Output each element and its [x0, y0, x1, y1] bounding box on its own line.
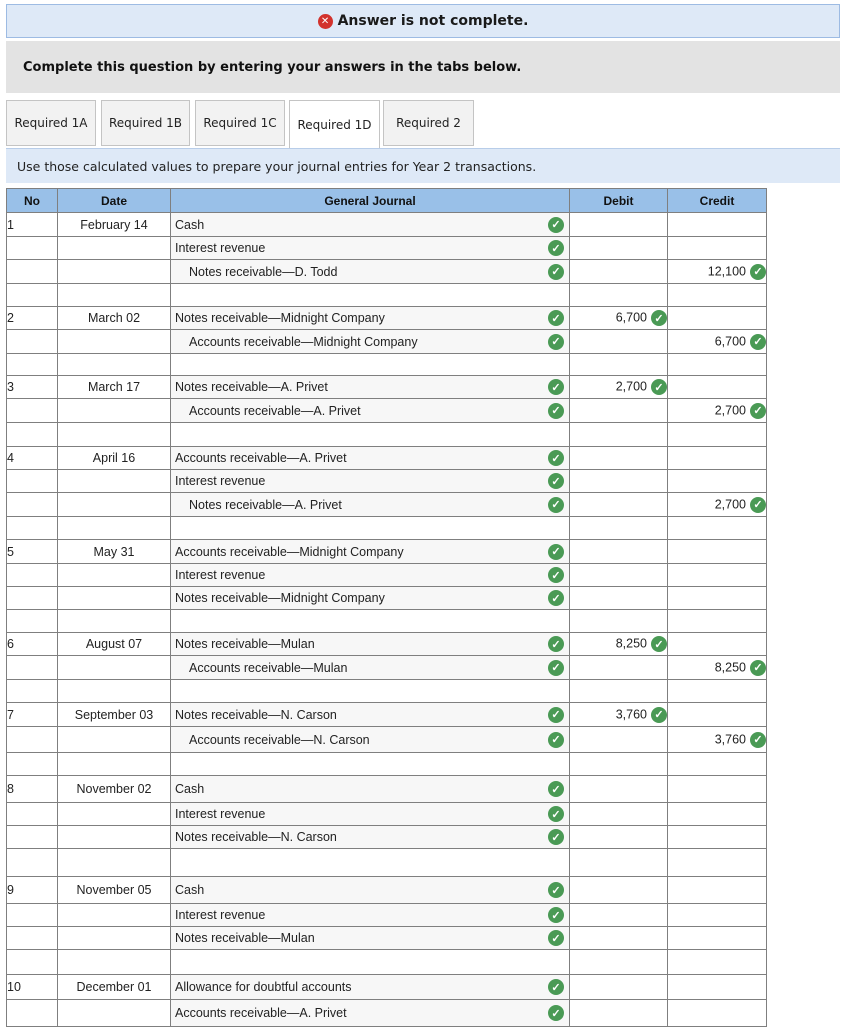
account-name: Accounts receivable—Mulan [189, 660, 348, 675]
account-cell[interactable] [171, 470, 570, 493]
account-name: Interest revenue [175, 908, 266, 922]
entry-number-cell: 5 [7, 540, 58, 564]
entry-number-cell [7, 470, 58, 493]
debit-amount: 8,250 [615, 636, 647, 651]
journal-line-row [7, 803, 767, 826]
date-cell[interactable] [58, 260, 171, 284]
debit-amount: 2,700 [615, 379, 647, 394]
credit-cell[interactable] [668, 975, 767, 1000]
debit-cell[interactable] [570, 727, 668, 753]
empty-cell [58, 680, 171, 703]
empty-cell [668, 753, 767, 776]
correct-check-icon: ✓ [750, 660, 766, 676]
date-cell[interactable]: February 14 [58, 213, 171, 237]
account-name: Notes receivable—Midnight Company [175, 591, 385, 605]
account-cell[interactable] [171, 376, 570, 399]
correct-check-icon: ✓ [548, 930, 564, 946]
empty-cell [171, 423, 570, 447]
empty-cell [668, 517, 767, 540]
date-cell[interactable] [58, 399, 171, 423]
credit-cell[interactable] [668, 399, 767, 423]
credit-cell[interactable] [668, 587, 767, 610]
empty-cell [171, 849, 570, 877]
debit-cell[interactable] [570, 260, 668, 284]
debit-cell[interactable] [570, 1000, 668, 1027]
entry-number-cell [7, 399, 58, 423]
blank-separator-row [7, 517, 767, 540]
debit-cell[interactable] [570, 470, 668, 493]
debit-cell[interactable] [570, 975, 668, 1000]
empty-cell [570, 354, 668, 376]
correct-check-icon: ✓ [548, 907, 564, 923]
date-cell[interactable] [58, 470, 171, 493]
credit-cell[interactable] [668, 703, 767, 727]
credit-cell[interactable] [668, 237, 767, 260]
entry-number-cell [7, 330, 58, 354]
answer-status-text: Answer is not complete. [337, 13, 529, 29]
debit-cell[interactable] [570, 877, 668, 904]
answer-status-banner [6, 4, 840, 38]
journal-line-row [7, 330, 767, 354]
tab-required-1b[interactable]: Required 1B [101, 100, 190, 146]
account-cell[interactable] [171, 633, 570, 656]
table-header-row [7, 189, 767, 213]
correct-check-icon: ✓ [548, 473, 564, 489]
tab-instruction-note: Use those calculated values to prepare your journal entries for Year 2 transactions. [6, 148, 840, 183]
credit-cell[interactable] [668, 1000, 767, 1027]
correct-check-icon: ✓ [651, 310, 667, 326]
correct-check-icon: ✓ [548, 567, 564, 583]
journal-line-row [7, 237, 767, 260]
entry-number-cell: 10 [7, 975, 58, 1000]
account-cell[interactable] [171, 564, 570, 587]
account-name: Accounts receivable—A. Privet [189, 403, 361, 418]
empty-cell [171, 680, 570, 703]
date-cell[interactable]: September 03 [58, 703, 171, 727]
empty-cell [570, 950, 668, 975]
entry-number-cell: 3 [7, 376, 58, 399]
blank-separator-row [7, 354, 767, 376]
account-cell[interactable] [171, 307, 570, 330]
entry-number-cell: 4 [7, 447, 58, 470]
debit-cell[interactable] [570, 803, 668, 826]
debit-cell[interactable] [570, 399, 668, 423]
correct-check-icon: ✓ [548, 240, 564, 256]
date-cell[interactable]: May 31 [58, 540, 171, 564]
account-name: Notes receivable—N. Carson [175, 707, 337, 722]
account-cell[interactable] [171, 975, 570, 1000]
correct-check-icon: ✓ [750, 403, 766, 419]
date-cell[interactable]: August 07 [58, 633, 171, 656]
tab-required-1d[interactable]: Required 1D [289, 100, 380, 149]
journal-line-row [7, 564, 767, 587]
credit-cell[interactable] [668, 776, 767, 803]
journal-line-row [7, 975, 767, 1000]
journal-line-row [7, 826, 767, 849]
debit-cell[interactable] [570, 447, 668, 470]
entry-number-cell [7, 587, 58, 610]
credit-cell[interactable] [668, 904, 767, 927]
empty-cell [668, 950, 767, 975]
entry-number-cell: 1 [7, 213, 58, 237]
correct-check-icon: ✓ [651, 707, 667, 723]
debit-cell[interactable] [570, 703, 668, 727]
entry-number-cell [7, 727, 58, 753]
blank-separator-row [7, 849, 767, 877]
credit-cell[interactable] [668, 213, 767, 237]
account-name: Notes receivable—Mulan [175, 637, 315, 651]
journal-line-row [7, 776, 767, 803]
correct-check-icon: ✓ [548, 450, 564, 466]
account-name: Interest revenue [175, 568, 266, 582]
blank-separator-row [7, 950, 767, 975]
correct-check-icon: ✓ [548, 1005, 564, 1021]
debit-cell[interactable] [570, 213, 668, 237]
empty-cell [668, 849, 767, 877]
debit-amount: 3,760 [615, 706, 647, 721]
account-name: Accounts receivable—Midnight Company [175, 544, 404, 559]
account-name: Interest revenue [175, 807, 266, 821]
account-cell[interactable] [171, 540, 570, 564]
journal-line-row [7, 447, 767, 470]
col-header-general-journal: General Journal [171, 189, 570, 213]
journal-body [7, 213, 767, 1027]
empty-cell [570, 849, 668, 877]
journal-line-row [7, 540, 767, 564]
journal-line-row [7, 399, 767, 423]
empty-cell [58, 423, 171, 447]
credit-cell[interactable] [668, 656, 767, 680]
correct-check-icon: ✓ [548, 264, 564, 280]
entry-number-cell [7, 237, 58, 260]
empty-cell [668, 423, 767, 447]
date-cell[interactable] [58, 904, 171, 927]
account-name: Cash [175, 883, 205, 897]
date-cell[interactable]: March 02 [58, 307, 171, 330]
account-cell[interactable] [171, 703, 570, 727]
account-cell[interactable] [171, 803, 570, 826]
empty-cell [58, 517, 171, 540]
entry-number-cell: 7 [7, 703, 58, 727]
account-cell[interactable] [171, 927, 570, 950]
blank-separator-row [7, 680, 767, 703]
correct-check-icon: ✓ [548, 707, 564, 723]
tab-required-1c[interactable]: Required 1C [195, 100, 285, 146]
empty-cell [171, 284, 570, 307]
entry-number-cell [7, 656, 58, 680]
correct-check-icon: ✓ [548, 636, 564, 652]
correct-check-icon: ✓ [750, 334, 766, 350]
date-cell[interactable]: March 17 [58, 376, 171, 399]
tab-required-2[interactable]: Required 2 [383, 100, 474, 146]
entry-number-cell: 2 [7, 307, 58, 330]
date-cell[interactable]: November 05 [58, 877, 171, 904]
credit-cell[interactable] [668, 727, 767, 753]
empty-cell [570, 517, 668, 540]
empty-cell [171, 950, 570, 975]
journal-line-row [7, 587, 767, 610]
date-cell[interactable] [58, 727, 171, 753]
account-name: Accounts receivable—Midnight Company [189, 334, 418, 349]
empty-cell [668, 680, 767, 703]
empty-cell [171, 610, 570, 633]
debit-cell[interactable] [570, 927, 668, 950]
correct-check-icon: ✓ [548, 979, 564, 995]
account-name: Notes receivable—A. Privet [189, 497, 342, 512]
date-cell[interactable] [58, 330, 171, 354]
journal-line-row [7, 904, 767, 927]
journal-line-row [7, 633, 767, 656]
credit-amount: 2,700 [714, 496, 746, 511]
account-name: Accounts receivable—A. Privet [175, 1006, 347, 1020]
date-cell[interactable]: April 16 [58, 447, 171, 470]
date-cell[interactable] [58, 826, 171, 849]
date-cell[interactable] [58, 803, 171, 826]
journal-line-row [7, 656, 767, 680]
account-cell[interactable] [171, 904, 570, 927]
tab-required-1a[interactable]: Required 1A [6, 100, 96, 146]
debit-cell[interactable] [570, 493, 668, 517]
correct-check-icon: ✓ [548, 660, 564, 676]
date-cell[interactable] [58, 493, 171, 517]
correct-check-icon: ✓ [548, 217, 564, 233]
debit-amount: 6,700 [615, 310, 647, 325]
credit-amount: 6,700 [714, 333, 746, 348]
journal-line-row [7, 1000, 767, 1027]
account-cell[interactable] [171, 213, 570, 237]
correct-check-icon: ✓ [651, 636, 667, 652]
empty-cell [7, 354, 58, 376]
empty-cell [7, 284, 58, 307]
account-name: Notes receivable—Midnight Company [175, 311, 385, 325]
journal-line-row [7, 307, 767, 330]
empty-cell [58, 849, 171, 877]
instructions: Complete this question by entering your answers in the tabs below. [6, 41, 840, 93]
entry-number-cell [7, 927, 58, 950]
col-header-date: Date [58, 189, 171, 213]
entry-number-cell [7, 1000, 58, 1027]
account-name: Notes receivable—N. Carson [175, 830, 337, 844]
journal-line-row [7, 927, 767, 950]
account-name: Accounts receivable—A. Privet [175, 451, 347, 465]
credit-cell[interactable] [668, 803, 767, 826]
account-cell[interactable] [171, 656, 570, 680]
account-cell[interactable] [171, 447, 570, 470]
credit-cell[interactable] [668, 633, 767, 656]
date-cell[interactable]: November 02 [58, 776, 171, 803]
correct-check-icon: ✓ [548, 882, 564, 898]
account-cell[interactable] [171, 877, 570, 904]
debit-cell[interactable] [570, 564, 668, 587]
account-name: Allowance for doubtful accounts [175, 980, 352, 994]
empty-cell [668, 610, 767, 633]
account-name: Notes receivable—A. Privet [175, 380, 328, 394]
debit-cell[interactable] [570, 307, 668, 330]
date-cell[interactable]: December 01 [58, 975, 171, 1000]
date-cell[interactable] [58, 1000, 171, 1027]
journal-line-row [7, 260, 767, 284]
blank-separator-row [7, 610, 767, 633]
empty-cell [7, 849, 58, 877]
correct-check-icon: ✓ [548, 781, 564, 797]
account-name: Cash [175, 217, 205, 232]
entry-number-cell [7, 803, 58, 826]
empty-cell [570, 423, 668, 447]
account-name: Cash [175, 782, 205, 796]
debit-cell[interactable] [570, 376, 668, 399]
debit-cell[interactable] [570, 540, 668, 564]
journal-line-row [7, 727, 767, 753]
credit-cell[interactable] [668, 447, 767, 470]
empty-cell [58, 284, 171, 307]
account-cell[interactable] [171, 330, 570, 354]
blank-separator-row [7, 423, 767, 447]
journal-line-row [7, 877, 767, 904]
account-name: Notes receivable—D. Todd [189, 264, 338, 279]
entry-number-cell [7, 493, 58, 517]
blank-separator-row [7, 284, 767, 307]
credit-cell[interactable] [668, 927, 767, 950]
account-cell[interactable] [171, 776, 570, 803]
debit-cell[interactable] [570, 776, 668, 803]
correct-check-icon: ✓ [548, 334, 564, 350]
col-header-debit: Debit [570, 189, 668, 213]
account-name: Notes receivable—Mulan [175, 931, 315, 945]
account-cell[interactable] [171, 399, 570, 423]
empty-cell [7, 517, 58, 540]
x-circle-icon: ✕ [318, 14, 333, 29]
correct-check-icon: ✓ [750, 497, 766, 513]
credit-cell[interactable] [668, 493, 767, 517]
credit-amount: 2,700 [714, 402, 746, 417]
debit-cell[interactable] [570, 330, 668, 354]
credit-cell[interactable] [668, 330, 767, 354]
debit-cell[interactable] [570, 904, 668, 927]
debit-cell[interactable] [570, 826, 668, 849]
journal-line-row [7, 703, 767, 727]
entry-number-cell: 6 [7, 633, 58, 656]
empty-cell [7, 950, 58, 975]
account-cell[interactable] [171, 587, 570, 610]
empty-cell [171, 517, 570, 540]
correct-check-icon: ✓ [548, 497, 564, 513]
account-cell[interactable] [171, 493, 570, 517]
account-name: Interest revenue [175, 241, 266, 255]
date-cell[interactable] [58, 237, 171, 260]
debit-cell[interactable] [570, 237, 668, 260]
credit-cell[interactable] [668, 564, 767, 587]
empty-cell [668, 284, 767, 307]
debit-cell[interactable] [570, 656, 668, 680]
empty-cell [7, 610, 58, 633]
credit-cell[interactable] [668, 260, 767, 284]
credit-cell[interactable] [668, 540, 767, 564]
empty-cell [58, 610, 171, 633]
blank-separator-row [7, 753, 767, 776]
correct-check-icon: ✓ [548, 590, 564, 606]
entry-number-cell [7, 904, 58, 927]
empty-cell [7, 680, 58, 703]
correct-check-icon: ✓ [651, 379, 667, 395]
credit-cell[interactable] [668, 826, 767, 849]
account-name: Accounts receivable—N. Carson [189, 732, 370, 747]
credit-amount: 8,250 [714, 659, 746, 674]
date-cell[interactable] [58, 656, 171, 680]
account-cell[interactable] [171, 237, 570, 260]
empty-cell [171, 753, 570, 776]
journal-line-row [7, 376, 767, 399]
empty-cell [171, 354, 570, 376]
empty-cell [570, 284, 668, 307]
date-cell[interactable] [58, 587, 171, 610]
correct-check-icon: ✓ [750, 264, 766, 280]
entry-number-cell [7, 564, 58, 587]
empty-cell [570, 753, 668, 776]
col-header-credit: Credit [668, 189, 767, 213]
credit-cell[interactable] [668, 376, 767, 399]
account-cell[interactable] [171, 260, 570, 284]
account-name: Interest revenue [175, 474, 266, 488]
empty-cell [7, 753, 58, 776]
account-cell[interactable] [171, 826, 570, 849]
col-header-no: No [7, 189, 58, 213]
correct-check-icon: ✓ [750, 732, 766, 748]
account-cell[interactable] [171, 1000, 570, 1027]
journal-line-row [7, 213, 767, 237]
date-cell[interactable] [58, 927, 171, 950]
credit-cell[interactable] [668, 877, 767, 904]
credit-amount: 3,760 [714, 731, 746, 746]
credit-amount: 12,100 [707, 263, 746, 278]
empty-cell [668, 354, 767, 376]
journal-line-row [7, 493, 767, 517]
general-journal-table [6, 188, 767, 1027]
debit-cell[interactable] [570, 633, 668, 656]
account-cell[interactable] [171, 727, 570, 753]
entry-number-cell [7, 260, 58, 284]
entry-number-cell [7, 826, 58, 849]
journal-line-row [7, 470, 767, 493]
debit-cell[interactable] [570, 587, 668, 610]
empty-cell [58, 950, 171, 975]
empty-cell [570, 610, 668, 633]
empty-cell [58, 354, 171, 376]
correct-check-icon: ✓ [548, 379, 564, 395]
correct-check-icon: ✓ [548, 829, 564, 845]
correct-check-icon: ✓ [548, 403, 564, 419]
correct-check-icon: ✓ [548, 310, 564, 326]
empty-cell [7, 423, 58, 447]
empty-cell [58, 753, 171, 776]
entry-number-cell: 8 [7, 776, 58, 803]
correct-check-icon: ✓ [548, 544, 564, 560]
correct-check-icon: ✓ [548, 806, 564, 822]
credit-cell[interactable] [668, 470, 767, 493]
empty-cell [570, 680, 668, 703]
credit-cell[interactable] [668, 307, 767, 330]
date-cell[interactable] [58, 564, 171, 587]
entry-number-cell: 9 [7, 877, 58, 904]
correct-check-icon: ✓ [548, 732, 564, 748]
